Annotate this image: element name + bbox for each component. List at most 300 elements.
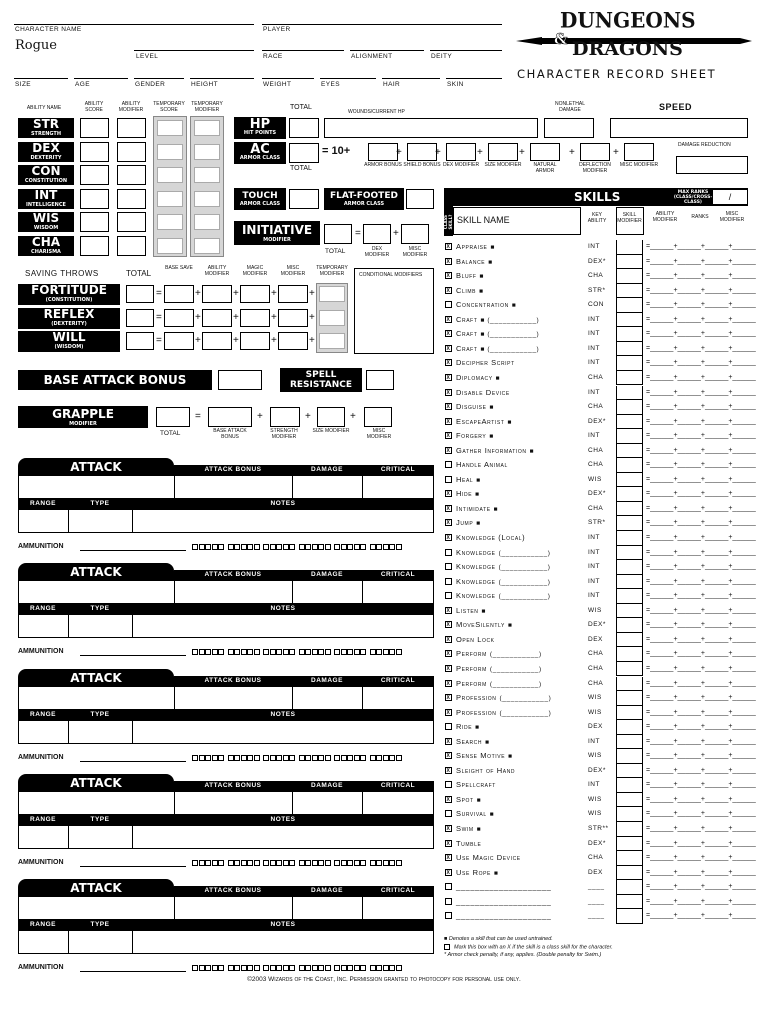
ability-modifier-box[interactable]: [117, 142, 146, 162]
ammo-checkbox[interactable]: [341, 965, 347, 971]
ammo-checkbox[interactable]: [305, 755, 311, 761]
ammunition-boxes[interactable]: [192, 965, 405, 971]
save-component-box[interactable]: [240, 309, 270, 327]
ammo-checkbox[interactable]: [276, 544, 282, 550]
ammunition-boxes[interactable]: [192, 649, 405, 655]
skill-modifier-box[interactable]: [616, 298, 643, 313]
skill-modifier-box[interactable]: [616, 720, 643, 735]
grapple-misc-box[interactable]: [364, 407, 392, 427]
ammo-checkbox[interactable]: [192, 755, 198, 761]
ammo-checkbox[interactable]: [218, 755, 224, 761]
ammo-checkbox[interactable]: [354, 965, 360, 971]
ammo-checkbox[interactable]: [228, 649, 234, 655]
ammo-checkbox[interactable]: [383, 544, 389, 550]
grapple-total-box[interactable]: [156, 407, 190, 427]
ammo-checkbox[interactable]: [263, 755, 269, 761]
skill-modifier-box[interactable]: [616, 807, 643, 822]
skill-modifier-box[interactable]: [616, 255, 643, 270]
ammo-checkbox[interactable]: [247, 965, 253, 971]
ability-modifier-box[interactable]: [117, 118, 146, 138]
ammo-checkbox[interactable]: [299, 755, 305, 761]
ac-size-box[interactable]: [488, 143, 518, 161]
class-skill-checkbox[interactable]: x: [446, 664, 451, 672]
ammo-checkbox[interactable]: [299, 649, 305, 655]
skill-modifier-fields[interactable]: =______+______+______+______: [646, 490, 756, 498]
attack-row[interactable]: [18, 896, 434, 920]
ac-deflection-box[interactable]: [580, 143, 610, 161]
ammo-checkbox[interactable]: [234, 755, 240, 761]
skill-modifier-fields[interactable]: =______+______+______+______: [646, 825, 756, 832]
class-skill-checkbox[interactable]: x: [446, 650, 451, 658]
skill-modifier-box[interactable]: [616, 575, 643, 590]
ammo-checkbox[interactable]: [334, 755, 340, 761]
save-component-box[interactable]: [164, 285, 194, 303]
ac-misc-box[interactable]: [624, 143, 654, 161]
ac-shield-box[interactable]: [407, 143, 437, 161]
temp-mod-box[interactable]: [194, 167, 220, 183]
skill-modifier-box[interactable]: [616, 880, 643, 895]
skill-modifier-fields[interactable]: =______+______+______+______: [646, 810, 756, 818]
ammo-checkbox[interactable]: [241, 544, 247, 550]
save-temp-box[interactable]: [319, 333, 345, 349]
skill-modifier-box[interactable]: [616, 735, 643, 750]
class-skill-checkbox[interactable]: x: [446, 432, 451, 440]
ammo-checkbox[interactable]: [376, 860, 382, 866]
ability-score-box[interactable]: [80, 118, 109, 138]
skill-modifier-fields[interactable]: =______+______+______+______: [646, 897, 756, 905]
ammo-checkbox[interactable]: [299, 544, 305, 550]
skill-modifier-fields[interactable]: =______+______+______+______: [646, 388, 756, 396]
class-skill-checkbox[interactable]: x: [446, 694, 451, 702]
class-skill-checkbox[interactable]: x: [446, 417, 451, 425]
class-skill-checkbox[interactable]: x: [446, 606, 451, 614]
save-component-box[interactable]: [202, 285, 232, 303]
class-skill-checkbox[interactable]: x: [446, 243, 451, 250]
skill-modifier-box[interactable]: [616, 516, 643, 531]
skill-modifier-box[interactable]: [616, 822, 643, 837]
ammo-checkbox[interactable]: [283, 965, 289, 971]
character-name-value[interactable]: Rogue: [15, 38, 58, 53]
skill-modifier-box[interactable]: [616, 371, 643, 386]
ammo-checkbox[interactable]: [234, 649, 240, 655]
ammo-checkbox[interactable]: [318, 860, 324, 866]
ammo-checkbox[interactable]: [241, 965, 247, 971]
class-skill-checkbox[interactable]: [445, 883, 452, 890]
ammo-checkbox[interactable]: [325, 649, 331, 655]
class-skill-checkbox[interactable]: x: [446, 272, 451, 280]
ammo-checkbox[interactable]: [212, 649, 218, 655]
ammo-checkbox[interactable]: [283, 860, 289, 866]
save-component-box[interactable]: [202, 332, 232, 350]
skill-modifier-box[interactable]: [616, 356, 643, 371]
skill-modifier-box[interactable]: [616, 866, 643, 881]
skill-modifier-box[interactable]: [616, 589, 643, 604]
skill-modifier-fields[interactable]: =______+______+______+______: [646, 344, 756, 352]
skill-modifier-fields[interactable]: =______+______+______+______: [646, 534, 756, 541]
ammo-checkbox[interactable]: [360, 965, 366, 971]
ammo-checkbox[interactable]: [212, 965, 218, 971]
skill-modifier-box[interactable]: [616, 313, 643, 328]
ammo-checkbox[interactable]: [276, 860, 282, 866]
temp-score-box[interactable]: [157, 238, 183, 254]
skill-modifier-box[interactable]: [616, 633, 643, 648]
ammo-checkbox[interactable]: [289, 965, 295, 971]
skill-modifier-fields[interactable]: =______+______+______+______: [646, 839, 756, 847]
ammo-checkbox[interactable]: [325, 755, 331, 761]
ammo-checkbox[interactable]: [347, 965, 353, 971]
ability-modifier-box[interactable]: [117, 189, 146, 209]
wounds-box[interactable]: [324, 118, 538, 138]
ammo-checkbox[interactable]: [334, 544, 340, 550]
temp-mod-box[interactable]: [194, 238, 220, 254]
skill-modifier-fields[interactable]: =______+______+______+______: [646, 752, 756, 760]
skill-modifier-fields[interactable]: =______+______+______+______: [646, 301, 756, 309]
skill-modifier-fields[interactable]: =______+______+______+______: [646, 766, 756, 774]
ammo-checkbox[interactable]: [325, 860, 331, 866]
ammo-checkbox[interactable]: [376, 965, 382, 971]
ammo-checkbox[interactable]: [192, 544, 198, 550]
ammo-checkbox[interactable]: [205, 544, 211, 550]
skill-modifier-fields[interactable]: =______+______+______+______: [646, 504, 756, 512]
class-skill-checkbox[interactable]: x: [446, 868, 451, 876]
ammo-checkbox[interactable]: [218, 649, 224, 655]
temp-mod-box[interactable]: [194, 144, 220, 160]
ammo-checkbox[interactable]: [312, 649, 318, 655]
save-total-box[interactable]: [126, 309, 154, 327]
skill-modifier-box[interactable]: [616, 604, 643, 619]
skill-modifier-fields[interactable]: =______+______+______+______: [646, 883, 756, 891]
ammo-checkbox[interactable]: [389, 965, 395, 971]
skill-modifier-box[interactable]: [616, 793, 643, 808]
ability-modifier-box[interactable]: [117, 236, 146, 256]
skill-modifier-box[interactable]: [616, 851, 643, 866]
ammo-checkbox[interactable]: [383, 649, 389, 655]
class-skill-checkbox[interactable]: [445, 781, 452, 788]
skill-modifier-fields[interactable]: =______+______+______+______: [646, 606, 756, 614]
skill-modifier-fields[interactable]: =______+______+______+______: [646, 257, 756, 265]
class-skill-checkbox[interactable]: x: [446, 257, 451, 265]
class-skill-checkbox[interactable]: x: [446, 373, 451, 381]
temp-score-box[interactable]: [157, 167, 183, 183]
ammo-checkbox[interactable]: [241, 755, 247, 761]
ammo-checkbox[interactable]: [283, 755, 289, 761]
class-skill-checkbox[interactable]: x: [446, 359, 451, 367]
save-component-box[interactable]: [164, 332, 194, 350]
skill-modifier-fields[interactable]: =______+______+______+______: [646, 475, 756, 483]
ammo-checkbox[interactable]: [199, 755, 205, 761]
ammo-checkbox[interactable]: [254, 965, 260, 971]
ammo-checkbox[interactable]: [254, 544, 260, 550]
skill-modifier-box[interactable]: [616, 764, 643, 779]
skill-modifier-box[interactable]: [616, 487, 643, 502]
ammo-checkbox[interactable]: [270, 860, 276, 866]
ammo-checkbox[interactable]: [199, 544, 205, 550]
ammo-checkbox[interactable]: [228, 965, 234, 971]
ammo-checkbox[interactable]: [192, 649, 198, 655]
ammo-checkbox[interactable]: [354, 649, 360, 655]
ammo-checkbox[interactable]: [234, 965, 240, 971]
ammo-checkbox[interactable]: [205, 860, 211, 866]
initiative-misc-box[interactable]: [401, 224, 429, 244]
ammo-checkbox[interactable]: [341, 649, 347, 655]
attack-notes-row[interactable]: [18, 509, 434, 533]
initiative-total-box[interactable]: [324, 224, 352, 244]
save-temp-box[interactable]: [319, 286, 345, 302]
ammo-checkbox[interactable]: [289, 860, 295, 866]
skill-modifier-fields[interactable]: =______+______+______+______: [646, 417, 756, 425]
skill-modifier-box[interactable]: [616, 909, 643, 924]
skill-modifier-fields[interactable]: =______+______+______+______: [646, 243, 756, 250]
ammo-checkbox[interactable]: [325, 965, 331, 971]
ammo-checkbox[interactable]: [263, 544, 269, 550]
ammo-checkbox[interactable]: [270, 544, 276, 550]
class-skill-checkbox[interactable]: [445, 592, 452, 599]
ammo-checkbox[interactable]: [318, 544, 324, 550]
ammo-checkbox[interactable]: [341, 860, 347, 866]
skill-modifier-fields[interactable]: =______+______+______+______: [646, 592, 756, 600]
skill-modifier-fields[interactable]: =______+______+______+______: [646, 723, 756, 731]
ammo-checkbox[interactable]: [254, 755, 260, 761]
ammo-checkbox[interactable]: [360, 649, 366, 655]
class-skill-checkbox[interactable]: x: [446, 737, 451, 745]
skill-modifier-box[interactable]: [616, 895, 643, 910]
grapple-size-box[interactable]: [317, 407, 345, 427]
ammo-checkbox[interactable]: [370, 965, 376, 971]
ammo-checkbox[interactable]: [299, 860, 305, 866]
ability-modifier-box[interactable]: [117, 212, 146, 232]
ammo-checkbox[interactable]: [347, 860, 353, 866]
skill-modifier-fields[interactable]: =______+______+______+______: [646, 432, 756, 440]
ammo-checkbox[interactable]: [289, 649, 295, 655]
ac-natural-box[interactable]: [530, 143, 560, 161]
ability-score-box[interactable]: [80, 236, 109, 256]
skill-modifier-box[interactable]: [616, 560, 643, 575]
ammo-checkbox[interactable]: [360, 544, 366, 550]
ammo-checkbox[interactable]: [354, 755, 360, 761]
attack-notes-row[interactable]: [18, 720, 434, 744]
ammo-checkbox[interactable]: [270, 965, 276, 971]
skill-modifier-box[interactable]: [616, 284, 643, 299]
class-skill-checkbox[interactable]: x: [446, 635, 451, 643]
class-skill-checkbox[interactable]: x: [446, 795, 451, 803]
skill-modifier-fields[interactable]: =______+______+______+______: [646, 403, 756, 411]
conditional-modifiers-box[interactable]: [354, 268, 434, 354]
ammo-checkbox[interactable]: [347, 649, 353, 655]
dr-box[interactable]: [676, 156, 748, 174]
class-skill-checkbox[interactable]: x: [446, 504, 451, 512]
skill-modifier-box[interactable]: [616, 662, 643, 677]
ammo-checkbox[interactable]: [254, 649, 260, 655]
class-skill-checkbox[interactable]: x: [446, 403, 451, 411]
skill-modifier-fields[interactable]: =______+______+______+______: [646, 563, 756, 571]
skill-modifier-fields[interactable]: =______+______+______+______: [646, 679, 756, 687]
ammo-checkbox[interactable]: [276, 755, 282, 761]
skill-modifier-fields[interactable]: =______+______+______+______: [646, 708, 756, 716]
ammo-checkbox[interactable]: [370, 544, 376, 550]
ammo-checkbox[interactable]: [396, 755, 402, 761]
class-skill-checkbox[interactable]: x: [446, 825, 451, 832]
save-component-box[interactable]: [278, 309, 308, 327]
temp-score-box[interactable]: [157, 191, 183, 207]
class-skill-checkbox[interactable]: [445, 461, 452, 468]
class-skill-checkbox[interactable]: x: [446, 621, 451, 629]
skill-modifier-fields[interactable]: =______+______+______+______: [646, 664, 756, 672]
class-skill-checkbox[interactable]: [445, 578, 452, 585]
attack-row[interactable]: [18, 686, 434, 710]
ammunition-line[interactable]: [80, 971, 186, 972]
skill-modifier-fields[interactable]: =______+______+______+______: [646, 912, 756, 920]
ammo-checkbox[interactable]: [289, 544, 295, 550]
skill-modifier-fields[interactable]: =______+______+______+______: [646, 635, 756, 643]
grapple-bab-box[interactable]: [208, 407, 252, 427]
ammo-checkbox[interactable]: [383, 755, 389, 761]
speed-box[interactable]: [610, 118, 748, 138]
skill-modifier-fields[interactable]: =______+______+______+______: [646, 315, 756, 323]
skill-modifier-box[interactable]: [616, 400, 643, 415]
ammunition-boxes[interactable]: [192, 544, 405, 550]
ammo-checkbox[interactable]: [341, 544, 347, 550]
ammo-checkbox[interactable]: [354, 860, 360, 866]
save-component-box[interactable]: [278, 285, 308, 303]
ammo-checkbox[interactable]: [270, 649, 276, 655]
skill-modifier-box[interactable]: [616, 691, 643, 706]
ammo-checkbox[interactable]: [334, 649, 340, 655]
ac-total-box[interactable]: [289, 143, 319, 163]
class-skill-checkbox[interactable]: x: [446, 752, 451, 760]
ammo-checkbox[interactable]: [283, 649, 289, 655]
save-component-box[interactable]: [240, 332, 270, 350]
ammo-checkbox[interactable]: [241, 649, 247, 655]
ammo-checkbox[interactable]: [247, 649, 253, 655]
ammo-checkbox[interactable]: [312, 755, 318, 761]
skill-modifier-fields[interactable]: =______+______+______+______: [646, 694, 756, 702]
class-skill-checkbox[interactable]: x: [446, 708, 451, 716]
ammo-checkbox[interactable]: [305, 649, 311, 655]
ability-score-box[interactable]: [80, 189, 109, 209]
ammo-checkbox[interactable]: [199, 965, 205, 971]
ammo-checkbox[interactable]: [305, 965, 311, 971]
initiative-dex-box[interactable]: [363, 224, 391, 244]
ammo-checkbox[interactable]: [263, 860, 269, 866]
ammo-checkbox[interactable]: [305, 860, 311, 866]
ammo-checkbox[interactable]: [299, 965, 305, 971]
skill-modifier-fields[interactable]: =______+______+______+______: [646, 286, 756, 294]
skill-modifier-box[interactable]: [616, 837, 643, 852]
spell-resistance-box[interactable]: [366, 370, 394, 390]
skill-modifier-fields[interactable]: =______+______+______+______: [646, 461, 756, 469]
skill-modifier-fields[interactable]: =______+______+______+______: [646, 854, 756, 862]
ac-armor-box[interactable]: [368, 143, 398, 161]
ability-modifier-box[interactable]: [117, 165, 146, 185]
skill-modifier-fields[interactable]: =______+______+______+______: [646, 737, 756, 745]
ammo-checkbox[interactable]: [318, 965, 324, 971]
ammo-checkbox[interactable]: [218, 860, 224, 866]
ammo-checkbox[interactable]: [192, 965, 198, 971]
skill-modifier-box[interactable]: [616, 342, 643, 357]
class-skill-checkbox[interactable]: x: [446, 490, 451, 498]
ammo-checkbox[interactable]: [228, 860, 234, 866]
attack-row[interactable]: [18, 791, 434, 815]
skill-modifier-box[interactable]: [616, 618, 643, 633]
class-skill-checkbox[interactable]: [445, 810, 452, 817]
skill-modifier-fields[interactable]: =______+______+______+______: [646, 548, 756, 556]
class-skill-checkbox[interactable]: x: [446, 315, 451, 323]
save-total-box[interactable]: [126, 332, 154, 350]
class-skill-checkbox[interactable]: [445, 301, 452, 308]
ability-score-box[interactable]: [80, 212, 109, 232]
skill-modifier-box[interactable]: [616, 647, 643, 662]
ac-dex-box[interactable]: [446, 143, 476, 161]
skill-modifier-fields[interactable]: =______+______+______+______: [646, 330, 756, 338]
temp-score-box[interactable]: [157, 144, 183, 160]
class-skill-checkbox[interactable]: x: [446, 534, 451, 541]
ammo-checkbox[interactable]: [283, 544, 289, 550]
ammo-checkbox[interactable]: [247, 755, 253, 761]
save-component-box[interactable]: [202, 309, 232, 327]
skill-modifier-box[interactable]: [616, 386, 643, 401]
ammunition-line[interactable]: [80, 761, 186, 762]
save-component-box[interactable]: [278, 332, 308, 350]
ammo-checkbox[interactable]: [312, 965, 318, 971]
ammo-checkbox[interactable]: [263, 649, 269, 655]
temp-score-box[interactable]: [157, 214, 183, 230]
ammo-checkbox[interactable]: [347, 544, 353, 550]
bab-box[interactable]: [218, 370, 262, 390]
ability-score-box[interactable]: [80, 142, 109, 162]
ammo-checkbox[interactable]: [276, 649, 282, 655]
attack-row[interactable]: [18, 580, 434, 604]
ammo-checkbox[interactable]: [334, 860, 340, 866]
save-component-box[interactable]: [164, 309, 194, 327]
ammo-checkbox[interactable]: [234, 544, 240, 550]
skill-modifier-box[interactable]: [616, 677, 643, 692]
ammo-checkbox[interactable]: [360, 860, 366, 866]
ammo-checkbox[interactable]: [376, 755, 382, 761]
temp-mod-box[interactable]: [194, 120, 220, 136]
ammo-checkbox[interactable]: [247, 544, 253, 550]
ammo-checkbox[interactable]: [376, 544, 382, 550]
ammo-checkbox[interactable]: [212, 755, 218, 761]
skill-modifier-fields[interactable]: =______+______+______+______: [646, 781, 756, 789]
ammo-checkbox[interactable]: [325, 544, 331, 550]
ammo-checkbox[interactable]: [312, 860, 318, 866]
hp-total-box[interactable]: [289, 118, 319, 138]
ammo-checkbox[interactable]: [199, 649, 205, 655]
ammo-checkbox[interactable]: [270, 755, 276, 761]
nonlethal-box[interactable]: [544, 118, 594, 138]
ammo-checkbox[interactable]: [263, 965, 269, 971]
skill-modifier-box[interactable]: [616, 749, 643, 764]
ammo-checkbox[interactable]: [396, 965, 402, 971]
ammunition-line[interactable]: [80, 866, 186, 867]
ammo-checkbox[interactable]: [199, 860, 205, 866]
class-skill-checkbox[interactable]: [445, 563, 452, 570]
ammo-checkbox[interactable]: [396, 544, 402, 550]
skill-modifier-box[interactable]: [616, 240, 643, 255]
class-skill-checkbox[interactable]: x: [446, 519, 451, 527]
attack-notes-row[interactable]: [18, 930, 434, 954]
touch-box[interactable]: [289, 189, 319, 209]
class-skill-checkbox[interactable]: [445, 898, 452, 905]
ammo-checkbox[interactable]: [370, 860, 376, 866]
ammo-checkbox[interactable]: [389, 649, 395, 655]
ammo-checkbox[interactable]: [247, 860, 253, 866]
ammo-checkbox[interactable]: [205, 965, 211, 971]
ammo-checkbox[interactable]: [289, 755, 295, 761]
ammo-checkbox[interactable]: [389, 755, 395, 761]
ammo-checkbox[interactable]: [347, 755, 353, 761]
ammunition-line[interactable]: [80, 655, 186, 656]
